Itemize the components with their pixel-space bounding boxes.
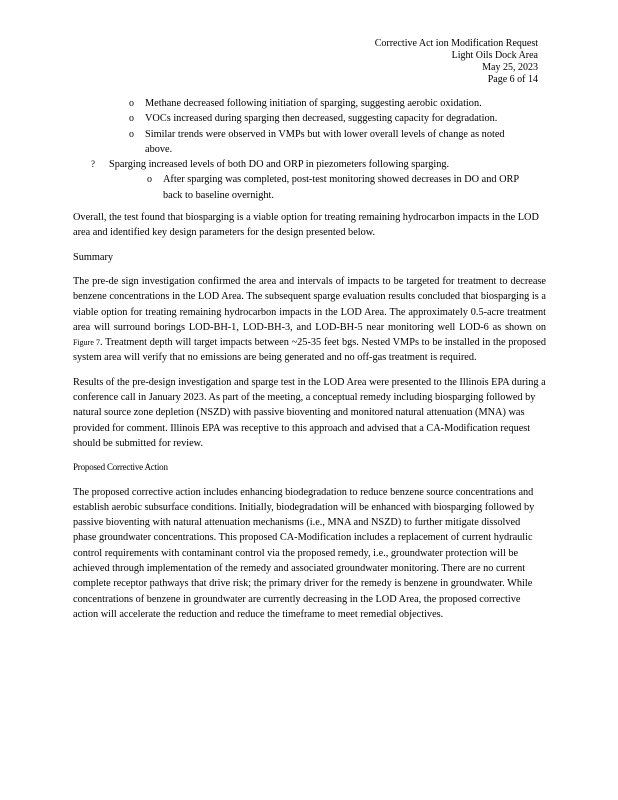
sub-bullet-list	[109, 172, 546, 203]
summary-paragraph-2: Results of the pre-design investigation and sparge test in the LOD Area were presented to the Illinois EPA during a conference call in January 2023. As part of the meeting, a conceptual remedy including biosparging followed by natural source zone depletion (NSZD) with passive bioventing and monitored natural attenuation (MNA) was provided for comment. Illinois EPA was receptive to this approach and advised that a CA-Modification request should be submitted for review.	[73, 376, 546, 449]
page-header	[375, 38, 538, 86]
summary-text-before-figure: The pre-de sign investigation confirmed the area and intervals of impacts to be targeted for treatment to decrease benzene concentrations in the LOD Area. The subsequent sparge evaluation results concluded that biosparging is a viable option for treating remaining hydrocarbon impacts in the LOD Area. The approximately 0.5-acre treatment area will surround borings LOD-BH-1, LOD-BH-3, and LOD-BH-5 near monitoring well LOD-6 as shown on	[73, 275, 546, 333]
header-title: Corrective Act ion Modification Request	[374, 38, 538, 49]
header-date: May 25, 2023	[482, 62, 538, 73]
summary-paragraph-1	[73, 274, 546, 366]
header-page-number: Page 6 of 14	[487, 74, 538, 85]
summary-text-after-figure: . Treatment depth will target impacts between ~25-35 feet bgs. Nested VMPs to be installed in the proposed system area will verify that no emissions are being generated and no off-gas treatment is required.	[73, 337, 546, 364]
proposed-heading: Proposed Corrective Action	[73, 462, 168, 473]
list-item: o After sparging was completed, post-test monitoring showed decreases in DO and ORP back to baseline overnight.	[147, 172, 546, 203]
bullet-marker: ?	[91, 159, 95, 170]
proposed-paragraph: The proposed corrective action includes enhancing biodegradation to reduce benzene source concentrations and establish aerobic subsurface conditions. Initially, biodegradation will be enhanced with biosparging followed by passive bioventing with natural attenuation mechanisms (i.e., MNA and NSZD) to further mitigate dissolved phase groundwater concentrations. This proposed CA-Modification includes a replacement of current hydraulic control requirements with contaminant control via the proposed remedy, i.e., groundwater protection will be achieved through implementation of the remedy and associated groundwater monitoring. There are no current complete receptor pathways that drive risk; the primary driver for the remedy is benzene in groundwater. While concentrations of benzene in groundwater are currently decreasing in the LOD Area, the proposed corrective action will accelerate the reduction and reduce the timeframe to meet remedial objectives.	[73, 486, 535, 620]
summary-heading: Summary	[73, 251, 114, 263]
list-item	[91, 157, 546, 203]
list-item: o Methane decreased following initiation of sparging, suggesting aerobic oxidation.	[129, 96, 546, 111]
page-body	[73, 96, 546, 631]
overall-paragraph: Overall, the test found that biosparging is a viable option for treating remaining hydrocarbon impacts in the LOD area and identified key design parameters for the design presented below.	[73, 212, 539, 239]
figure-reference: Figure 7	[73, 338, 100, 348]
bullet-list-observations	[73, 96, 546, 157]
list-item: o Similar trends were observed in VMPs but with lower overall levels of change as noted above.	[129, 127, 546, 158]
header-site: Light Oils Dock Area	[451, 50, 538, 61]
list-item-text: Sparging increased levels of both DO and ORP in piezometers following sparging.	[109, 159, 450, 171]
list-item: o VOCs increased during sparging then decreased, suggesting capacity for degradation.	[129, 111, 546, 126]
bullet-list-do-orp	[73, 157, 546, 203]
